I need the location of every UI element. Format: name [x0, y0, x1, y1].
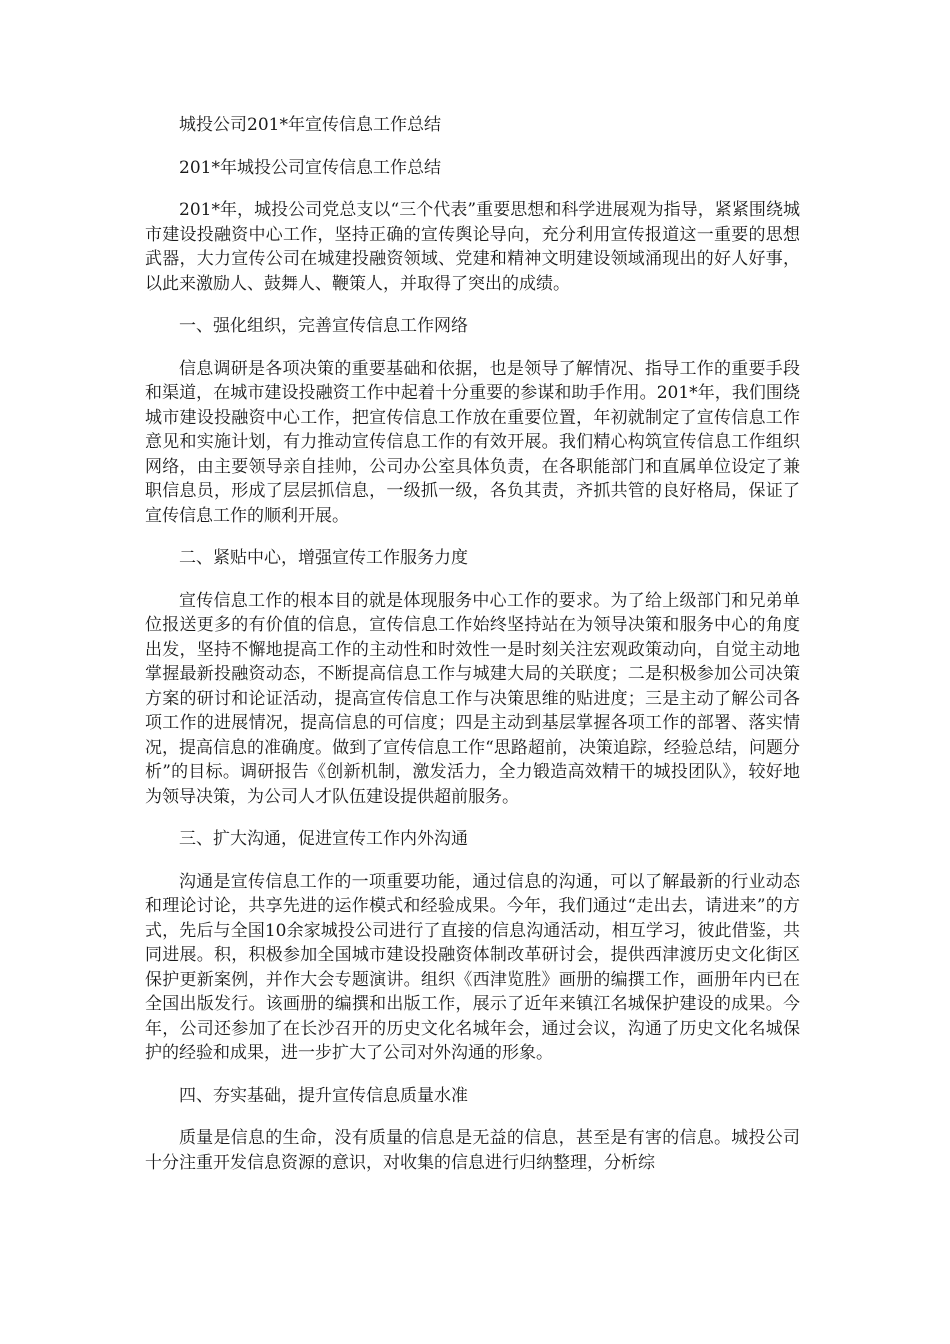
document-body	[145, 113, 800, 1193]
intro-paragraph: 201*年，城投公司党总支以“三个代表”重要思想和科学进展观为指导，紧紧围绕城市建设投融资中心工作，坚持正确的宣传舆论导向，充分利用宣传报道这一重要的思想武器，大力宣传公司在城建投融资领域、党建和精神文明建设领域涌现出的好人好事，以此来激励人、鼓舞人、鞭策人，并取得了突出的成绩。	[145, 200, 800, 294]
document-title: 城投公司201*年宣传信息工作总结	[179, 115, 441, 135]
section-paragraph-2: 宣传信息工作的根本目的就是体现服务中心工作的要求。为了给上级部门和兄弟单位报送更多的有价值的信息，宣传信息工作始终坚持站在为领导决策和服务中心的角度出发，坚持不懈地提高工作的主动性和时效性一是时刻关注宏观政策动向，自觉主动地掌握最新投融资动态，不断提高信息工作与城建大局的关联度；二是积极参加公司决策方案的研讨和论证活动，提高宣传信息工作与决策思维的贴进度；三是主动了解公司各项工作的进展情况，提高信息的可信度；四是主动到基层掌握各项工作的部署、落实情况，提高信息的准确度。做到了宣传信息工作“思路超前，决策追踪，经验总结，问题分析”的目标。调研报告《创新机制，激发活力，全力锻造高效精干的城投团队》，较好地为领导决策，为公司人才队伍建设提供超前服务。	[145, 590, 800, 807]
section-paragraph-4: 质量是信息的生命，没有质量的信息是无益的信息，甚至是有害的信息。城投公司十分注重开发信息资源的意识，对收集的信息进行归纳整理，分析综	[145, 1128, 800, 1173]
section-heading-1: 一、强化组织，完善宣传信息工作网络	[179, 316, 468, 336]
section-paragraph-3: 沟通是宣传信息工作的一项重要功能，通过信息的沟通，可以了解最新的行业动态和理论讨论，共享先进的运作模式和经验成果。今年，我们通过“走出去，请进来”的方式，先后与全国10余家城投公司进行了直接的信息沟通活动，相互学习，彼此借鉴，共同进展。积，积极参加全国城市建设投融资体制改革研讨会，提供西津渡历史文化街区保护更新案例，并作大会专题演讲。组织《西津览胜》画册的编撰工作，画册年内已在全国出版发行。该画册的编撰和出版工作，展示了近年来镇江名城保护建设的成果。今年，公司还参加了在长沙召开的历史文化名城年会，通过会议，沟通了历史文化名城保护的经验和成果，进一步扩大了公司对外沟通的形象。	[145, 871, 800, 1063]
section-heading-4: 四、夯实基础，提升宣传信息质量水准	[179, 1085, 468, 1106]
section-paragraph-1: 信息调研是各项决策的重要基础和依据，也是领导了解情况、指导工作的重要手段和渠道，在城市建设投融资工作中起着十分重要的参谋和助手作用。201*年，我们围绕城市建设投融资中心工作，把宣传信息工作放在重要位置，年初就制定了宣传信息工作意见和实施计划，有力推动宣传信息工作的有效开展。我们精心构筑宣传信息工作组织网络，由主要领导亲自挂帅，公司办公室具体负责，在各职能部门和直属单位设定了兼职信息员，形成了层层抓信息，一级抓一级，各负其责，齐抓共管的良好格局，保证了宣传信息工作的顺利开展。	[145, 358, 800, 526]
document-subtitle: 201*年城投公司宣传信息工作总结	[179, 157, 441, 178]
section-heading-3: 三、扩大沟通，促进宣传工作内外沟通	[179, 829, 468, 849]
section-heading-2: 二、紧贴中心，增强宣传工作服务力度	[179, 548, 468, 568]
